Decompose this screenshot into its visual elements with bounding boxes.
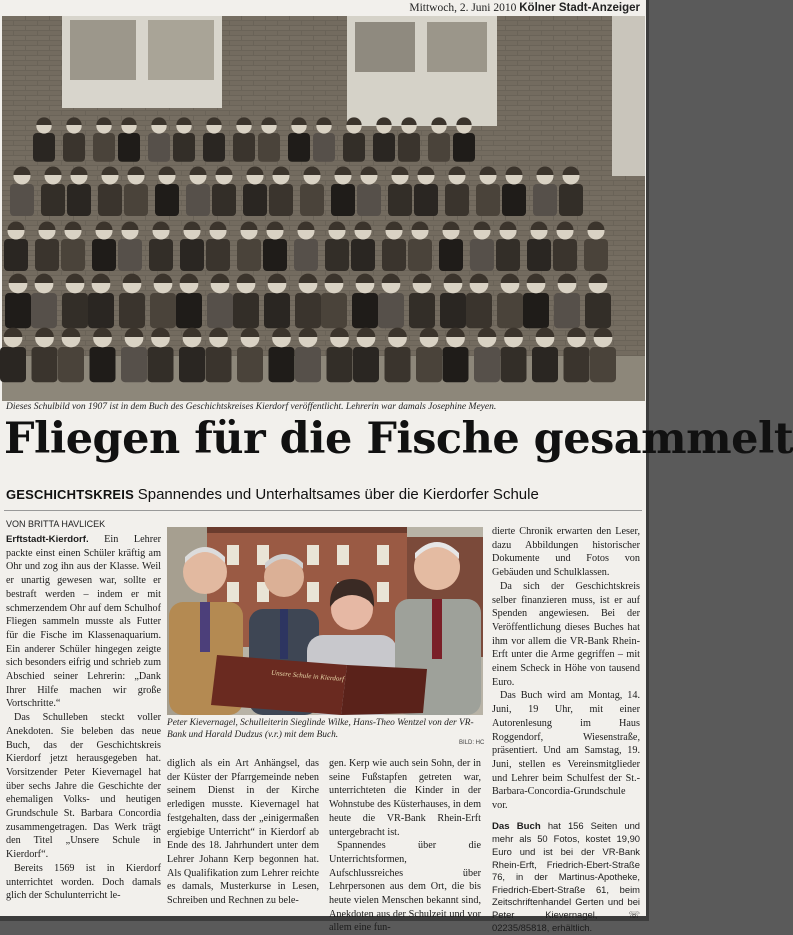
article-headline: Fliegen für die Fische gesammelt: [4, 414, 793, 464]
child-figure-body: [325, 239, 349, 271]
child-figure-body: [502, 184, 526, 216]
child-figure-body: [150, 293, 176, 328]
child-figure-body: [41, 184, 65, 216]
article-byline: VON BRITTA HAVLICEK: [6, 519, 106, 529]
child-figure-body: [590, 347, 616, 382]
child-figure-body: [295, 347, 321, 382]
child-figure-body: [476, 184, 500, 216]
article-column-4: [492, 525, 640, 934]
child-figure-body: [295, 293, 321, 328]
child-figure-body: [409, 293, 435, 328]
child-figure-body: [233, 133, 255, 162]
paragraph: Spannendes über die Unterrichtsformen, Aufschlussreiches über Lehrpersonen aus dem Ort, die bis heute vielen Menschen bekannt sind, Anekdoten aus der Schulzeit und vor allem eine fun-: [329, 840, 481, 934]
newspaper-name: Kölner Stadt-Anzeiger: [519, 2, 640, 14]
child-figure-body: [564, 347, 590, 382]
child-figure-body: [527, 239, 551, 271]
article-column-1: [6, 533, 161, 903]
child-figure-body: [501, 347, 527, 382]
child-figure-body: [453, 133, 475, 162]
child-figure-body: [179, 347, 205, 382]
child-figure-body: [4, 239, 28, 271]
child-figure-body: [31, 293, 57, 328]
child-figure-body: [445, 184, 469, 216]
child-figure-body: [533, 184, 557, 216]
paragraph: diglich als ein Art Anhängsel, das der Küster der Pfarrgemeinde neben seinem Dienst in der Kirche erledigen musste. Kievernagel hat festgehalten, dass der „einigermaßen ergiebige Unterricht“ in Kierdorf ab Ende des 18. Jahrhundert unter dem Lehrer Johann Kerp begonnen hat. Als Qualifikation zum Lehrer reichte es damals, Musterkurse in Lesen, Schreiben und Rechnen zu bele-: [167, 758, 319, 907]
child-figure-body: [559, 184, 583, 216]
child-figure-body: [90, 347, 116, 382]
child-figure-body: [63, 133, 85, 162]
photo-caption-2: Peter Kievernagel, Schulleiterin Sieglinde Wilke, Hans-Theo Wentzel von der VR-Bank und Harald Dudzus (v.r.) mit dem Buch.: [167, 718, 474, 740]
child-figure-body: [385, 347, 411, 382]
child-figure-body: [119, 293, 145, 328]
child-figure-body: [351, 239, 375, 271]
child-figure-body: [264, 293, 290, 328]
child-figure-body: [62, 293, 88, 328]
child-figure-body: [532, 347, 558, 382]
child-figure-body: [237, 239, 261, 271]
child-figure-body: [414, 184, 438, 216]
child-figure-body: [237, 347, 263, 382]
child-figure-body: [61, 239, 85, 271]
child-figure-body: [553, 239, 577, 271]
book-info-box: [492, 820, 640, 934]
article-column-2: [167, 757, 319, 908]
child-figure-body: [373, 133, 395, 162]
paragraph: Das Buch wird am Montag, 14. Juni, 19 Uhr, mit einer Autorenlesung im Haus Roggendorf, Wiesenstraße, präsentiert. Und am Samstag, 19. Juni, stellen es Vereinsmitglieder und Lehrer beim Schulfest der St.-Barbara-Concordia-Grundschule vor.: [492, 690, 640, 812]
child-figure-body: [33, 133, 55, 162]
child-figure-body: [243, 184, 267, 216]
child-figure-body: [203, 133, 225, 162]
child-figure-body: [93, 133, 115, 162]
child-figure-body: [428, 133, 450, 162]
child-figure-body: [523, 293, 549, 328]
child-figure-body: [439, 239, 463, 271]
child-figure-body: [331, 184, 355, 216]
child-figure-body: [313, 133, 335, 162]
kicker-text: Spannendes und Unterhaltsames über die Kierdorfer Schule: [137, 486, 539, 503]
child-figure-body: [207, 293, 233, 328]
divider-line: [4, 510, 642, 511]
child-figure-body: [98, 184, 122, 216]
book-info-phone: ☏ 02235/85818, erhältlich.: [492, 908, 640, 933]
book-presentation-photo: [167, 527, 483, 715]
child-figure-body: [294, 239, 318, 271]
child-figure-body: [269, 347, 295, 382]
child-figure-body: [176, 293, 202, 328]
book-info-text: hat 156 Seiten und mehr als 50 Fotos, kostet 19,90 Euro und ist bei der VR-Bank Rhein-Erft, Friedrich-Ebert-Straße 76, in der Martinus-Apotheke, Friedrich-Ebert-Straße 61, beim Zeitschriftenhandel Gerten und bei Peter Kievernagel,: [492, 819, 640, 920]
child-figure-body: [398, 133, 420, 162]
book-presentation-drawing: [167, 527, 483, 715]
child-figure-body: [388, 184, 412, 216]
child-figure-body: [180, 239, 204, 271]
child-figure-body: [352, 293, 378, 328]
photo-credit: BILD: HC: [459, 740, 485, 746]
masthead: [409, 2, 640, 14]
child-figure-body: [353, 347, 379, 382]
child-figure-body: [124, 184, 148, 216]
child-figure-body: [67, 184, 91, 216]
child-figure-body: [474, 347, 500, 382]
child-figure-body: [585, 293, 611, 328]
child-figure-body: [149, 239, 173, 271]
child-figure-body: [121, 347, 147, 382]
child-figure-body: [173, 133, 195, 162]
child-figure-body: [155, 184, 179, 216]
child-figure-body: [233, 293, 259, 328]
child-figure-body: [88, 293, 114, 328]
child-figure-body: [584, 239, 608, 271]
article-kicker: [6, 486, 539, 504]
child-figure-body: [554, 293, 580, 328]
photo-caption-top: Dieses Schulbild von 1907 ist in dem Buch des Geschichtskreises Kierdorf veröffentlicht. Lehrerin war damals Josephine Meyen.: [6, 402, 497, 412]
child-figure-body: [92, 239, 116, 271]
issue-date: Mittwoch, 2. Juni 2010: [409, 2, 517, 14]
child-figure-body: [206, 347, 232, 382]
child-figure-body: [118, 239, 142, 271]
child-figure-body: [466, 293, 492, 328]
child-figure-body: [35, 239, 59, 271]
article-column-3: [329, 757, 481, 935]
child-figure-body: [357, 184, 381, 216]
paragraph: dierte Chronik erwarten den Leser, dazu Abbildungen historischer Dokumente und Fotos von Gebäuden und Schulklassen.: [492, 526, 640, 579]
child-figure-body: [408, 239, 432, 271]
book-cover-title: Unsere Schule in Kierdorf: [270, 668, 345, 684]
paragraph: Bereits 1569 ist in Kierdorf unterrichtet worden. Doch damals glich der Schulunterricht le-: [6, 862, 161, 902]
child-figure-body: [5, 293, 31, 328]
child-figure-body: [378, 293, 404, 328]
child-figure-body: [343, 133, 365, 162]
paragraph: [6, 533, 161, 711]
child-figure-body: [496, 239, 520, 271]
child-figure-body: [32, 347, 58, 382]
kicker-label: GESCHICHTSKREIS: [6, 487, 134, 502]
paragraph: Das Schulleben steckt voller Anekdoten. Sie beleben das neue Buch, das der Geschichtskreis Kierdorf jetzt herausgegeben hat. Vorsitzender Peter Kievernagel hat über sechs Jahre die Geschichte der ehemaligen Volks- und heutigen Grundschule St. Barbara Concordia zusammengetragen. Das Werk trägt den Titel „Unsere Schule in Kierdorf“.: [6, 712, 161, 861]
child-figure-body: [263, 239, 287, 271]
child-figure-body: [470, 239, 494, 271]
book-info-label: Das Buch: [492, 820, 541, 832]
child-figure-body: [443, 347, 469, 382]
child-figure-body: [206, 239, 230, 271]
child-figure-body: [440, 293, 466, 328]
child-figure-body: [497, 293, 523, 328]
child-figure-body: [10, 184, 34, 216]
child-figure-body: [258, 133, 280, 162]
child-figure-body: [416, 347, 442, 382]
paragraph-text: Ein Lehrer packte einst einen Schüler kräftig am Ohr und zog ihn aus der Klasse. Weil er unartig gewesen war, sollte er bestraft werden – indem er mit schmerzendem Ohr auf dem Schulhof Fliegen sammeln musste als Futter für die Fische im Klassenaquarium. Ein anderer Schüler hingegen zeigte sich besonders eifrig und schrieb zum Abschied seiner Lehrerin: „Dank Ihrer Hilfe machen wir große Vortschritte.“: [6, 534, 162, 710]
child-figure-body: [118, 133, 140, 162]
paragraph: Da sich der Geschichtskreis selber finanzieren muss, ist er auf Spenden angewiesen. Bei der Veröffentlichung dieses Buches hat ihm vor allem die VR-Bank Rhein-Erft unter die Arme gegriffen – mit einem Scheck in Höhe von tausend Euro.: [492, 580, 640, 688]
child-figure-body: [212, 184, 236, 216]
child-figure-body: [148, 347, 174, 382]
dateline: Erftstadt-Kierdorf.: [6, 534, 89, 545]
child-figure-body: [148, 133, 170, 162]
child-figure-body: [288, 133, 310, 162]
child-figure-body: [186, 184, 210, 216]
school-class-photo-drawing: [2, 16, 645, 401]
child-figure-body: [382, 239, 406, 271]
child-figure-body: [0, 347, 26, 382]
child-figure-body: [321, 293, 347, 328]
child-figure-body: [300, 184, 324, 216]
school-class-photo-1907: [2, 16, 645, 401]
child-figure-body: [327, 347, 353, 382]
paragraph: gen. Kerp wie auch sein Sohn, der in seine Fußstapfen getreten war, unterrichteten die Kinder in der Wohnstube des Küsterhauses, in dem heute die VR-Bank Rhein-Erft untergebracht ist.: [329, 758, 481, 838]
child-figure-body: [58, 347, 84, 382]
child-figure-body: [269, 184, 293, 216]
